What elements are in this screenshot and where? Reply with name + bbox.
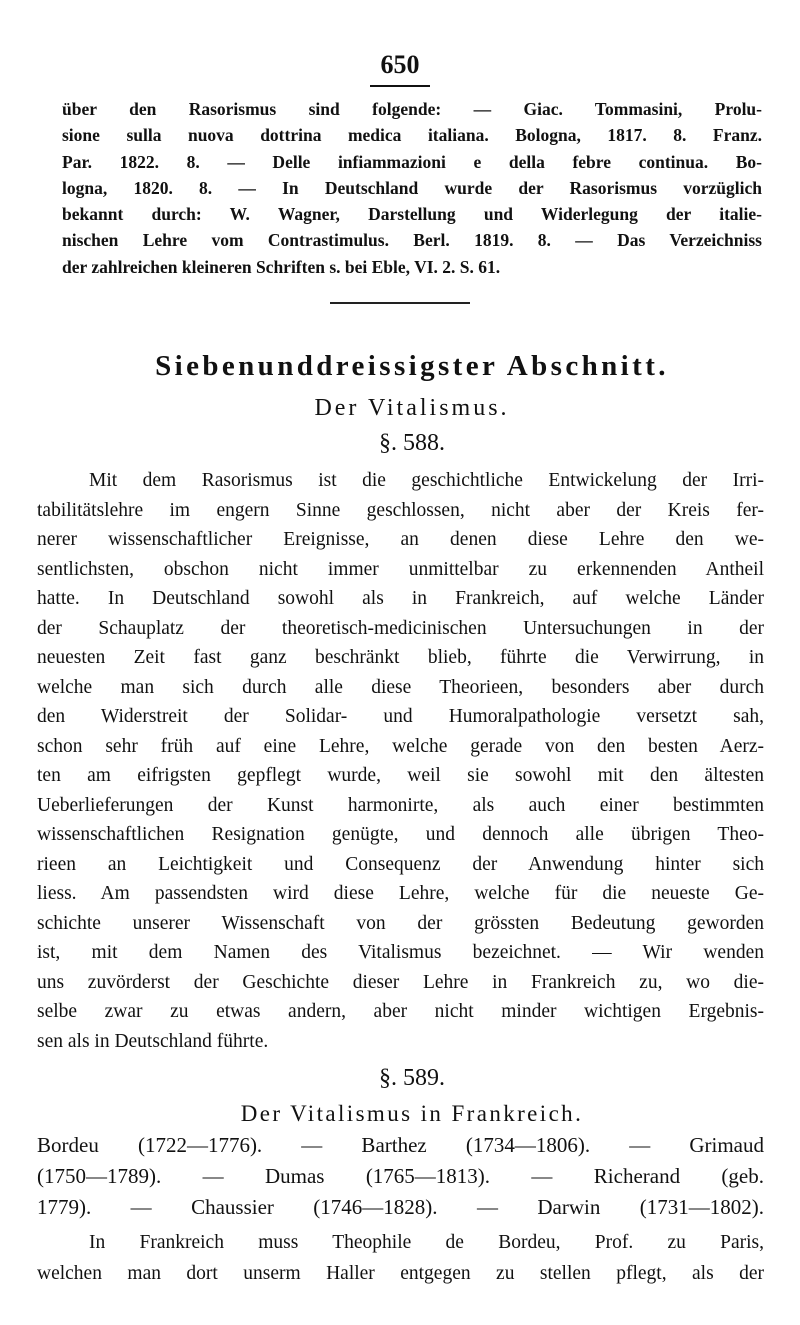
section-subtitle: Der Vitalismus. [314,395,510,421]
body-line: liess. Am passendsten wird diese Lehre, welche für die neueste Ge- [37,883,764,904]
footnote-line: logna, 1820. 8. — In Deutschland wurde der Rasorismus vorzüglich [62,177,762,198]
body-line: der Schauplatz der theoretisch-medicinischen Untersuchungen in der [37,617,764,639]
footnote-line: bekannt durch: W. Wagner, Darstellung und Widerlegung der italie- [62,204,762,225]
body-line: Mit dem Rasorismus ist die geschichtliche Entwickelung der Irri- [89,470,764,491]
footnote [62,96,762,280]
body-line: Ueberlieferungen der Kunst harmonirte, als auch einer bestimmten [37,794,764,816]
body-paragraph [37,466,764,1056]
body-line: ten am eifrigsten gepflegt wurde, weil sie sowohl mit den ältesten [37,765,764,786]
body-line: schon sehr früh auf eine Lehre, welche gerade von den besten Aerz- [37,735,764,757]
page-number-rule [370,85,430,87]
body-line: selbe zwar zu etwas andern, aber nicht minder wichtigen Ergebnis- [37,1001,764,1022]
paragraph-number: §. 588. [379,430,445,456]
body-line: tabilitätslehre im engern Sinne geschlossen, nicht aber der Kreis fer- [37,499,764,521]
body-line: neuesten Zeit fast ganz beschränkt blieb, führte die Verwirrung, in [37,647,764,668]
body-line: ist, mit dem Namen des Vitalismus bezeichnet. — Wir wenden [37,942,764,963]
footnote-line: sione sulla nuova dottrina medica italiana. Bologna, 1817. 8. Franz. [62,125,762,146]
body-line: den Widerstreit der Solidar- und Humoralpathologie versetzt sah, [37,706,764,727]
body-line: sentlichsten, obschon nicht immer unmittelbar zu erkennenden Antheil [37,558,764,580]
paragraph-subtitle: Der Vitalismus in Frankreich. [240,1101,584,1126]
body-line: sen als in Deutschland führte. [37,1030,269,1052]
body-line: schichte unserer Wissenschaft von der grössten Bedeutung geworden [37,912,764,934]
persons-line: Bordeu (1722—1776). — Barthez (1734—1806). — Grimaud [37,1133,764,1157]
body-paragraph [37,1227,764,1289]
section-title: Siebenunddreissigster Abschnitt. [155,350,669,382]
page-number: 650 [380,50,420,79]
persons-line: (1750—1789). — Dumas (1765—1813). — Richerand (geb. [37,1164,764,1188]
body-line: rieen an Leichtigkeit und Consequenz der Anwendung hinter sich [37,853,764,875]
body-line: welche man sich durch alle diese Theorieen, besonders aber durch [37,676,764,698]
body-line: nerer wissenschaftlicher Ereignisse, an denen diese Lehre den we- [37,529,764,550]
footnote-line: über den Rasorismus sind folgende: — Giac. Tommasini, Prolu- [62,99,762,119]
body-line: wissenschaftlichen Resignation genügte, und dennoch alle übrigen Theo- [37,824,764,845]
footnote-line: der zahlreichen kleineren Schriften s. bei Eble, VI. 2. S. 61. [62,256,501,277]
footnote-line: Par. 1822. 8. — Delle infiammazioni e della febre continua. Bo- [62,151,762,172]
persons-list [37,1130,764,1223]
body-line: welchen man dort unserm Haller entgegen zu stellen pflegt, als der [37,1263,764,1284]
body-line: hatte. In Deutschland sowohl als in Frankreich, auf welche Länder [37,588,764,609]
section-divider [330,302,470,304]
body-line: In Frankreich muss Theophile de Bordeu, Prof. zu Paris, [89,1232,764,1253]
footnote-line: nischen Lehre vom Contrastimulus. Berl. 1819. 8. — Das Verzeichniss [62,230,762,251]
body-line: uns zuvörderst der Geschichte dieser Lehre in Frankreich zu, wo die- [37,971,764,993]
persons-line: 1779). — Chaussier (1746—1828). — Darwin (1731—1802). [37,1195,764,1219]
paragraph-number: §. 589. [379,1065,445,1091]
